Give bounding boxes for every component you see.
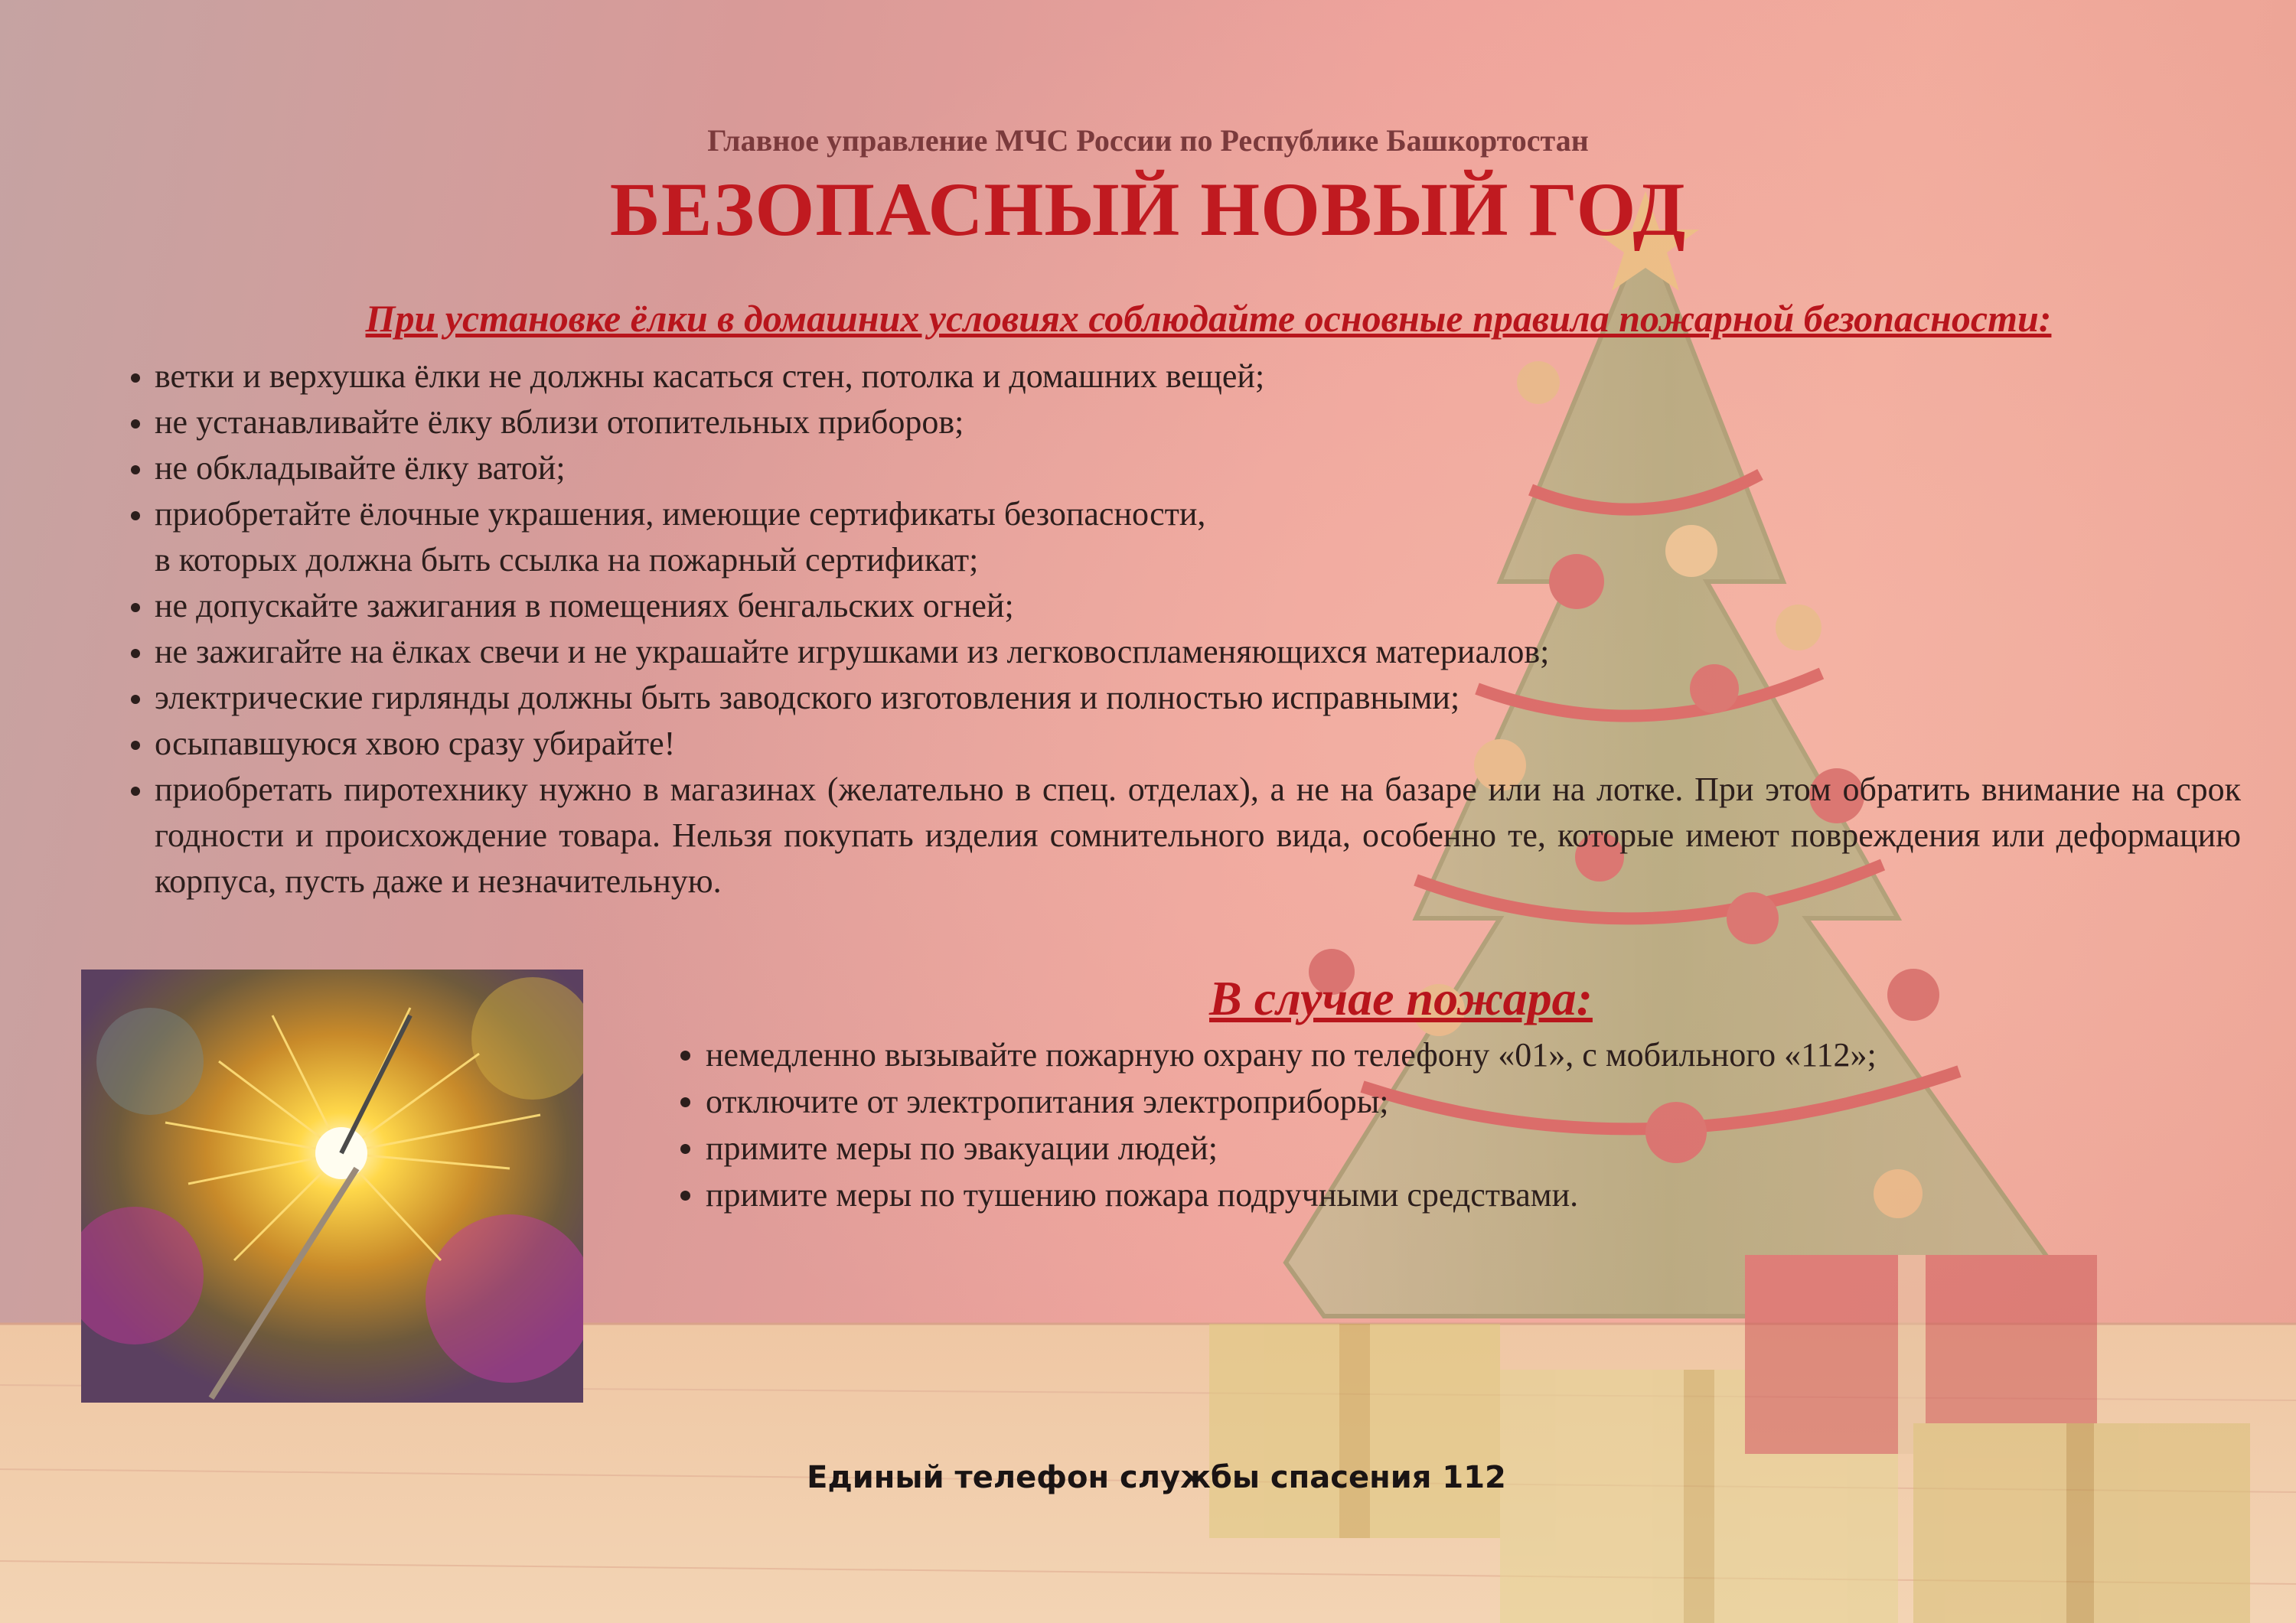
list-item: • не обкладывайте ёлку ватой; bbox=[155, 445, 2241, 491]
sparkler-image bbox=[81, 970, 583, 1403]
list-item: • электрические гирлянды должны быть заводского изготовления и полностью исправными; bbox=[155, 675, 2241, 721]
fire-heading: В случае пожара: bbox=[1209, 971, 1593, 1025]
list-item: • приобретать пиротехнику нужно в магазинах (желательно в спец. отделах), а не на базаре или на лотке. При этом обратить внимание на срок годности и происхождение товара. Нельзя покупать изделия сомнительного вида, особенно те, которые имеют повреждения или деформацию корпуса, пусть даже и незначительную. bbox=[155, 767, 2241, 904]
page-title: БЕЗОПАСНЫЙ НОВЫЙ ГОД bbox=[609, 167, 1687, 252]
list-item: • немедленно вызывайте пожарную охрану по телефону «01», с мобильного «112»; bbox=[706, 1031, 2219, 1078]
list-item: • примите меры по эвакуации людей; bbox=[706, 1125, 2219, 1172]
list-item-line: в которых должна быть ссылка на пожарный сертификат; bbox=[155, 541, 979, 578]
list-item: • ветки и верхушка ёлки не должны касаться стен, потолка и домашних вещей; bbox=[155, 354, 2241, 399]
list-item: • не зажигайте на ёлках свечи и не украшайте игрушками из легковоспламеняющихся материалов; bbox=[155, 629, 2241, 675]
list-item bbox=[155, 491, 2241, 583]
emergency-phone-footer: Единый телефон службы спасения 112 bbox=[807, 1460, 1506, 1495]
list-item: • примите меры по тушению пожара подручными средствами. bbox=[706, 1172, 2219, 1218]
list-item: • осыпавшуюся хвою сразу убирайте! bbox=[155, 721, 2241, 767]
fire-actions-list bbox=[643, 1031, 2219, 1218]
list-item-line: приобретайте ёлочные украшения, имеющие сертификаты безопасности, bbox=[155, 495, 1206, 533]
tree-rules-heading: При установке ёлки в домашних условиях соблюдайте основные правила пожарной безопасности: bbox=[365, 297, 2052, 340]
list-item: • не устанавливайте ёлку вблизи отопительных приборов; bbox=[155, 399, 2241, 445]
list-item: • отключите от электропитания электроприборы; bbox=[706, 1078, 2219, 1125]
list-item: • не допускайте зажигания в помещениях бенгальских огней; bbox=[155, 583, 2241, 629]
organization-heading: Главное управление МЧС России по Республике Башкортостан bbox=[707, 123, 1589, 158]
tree-rules-list bbox=[92, 354, 2241, 904]
